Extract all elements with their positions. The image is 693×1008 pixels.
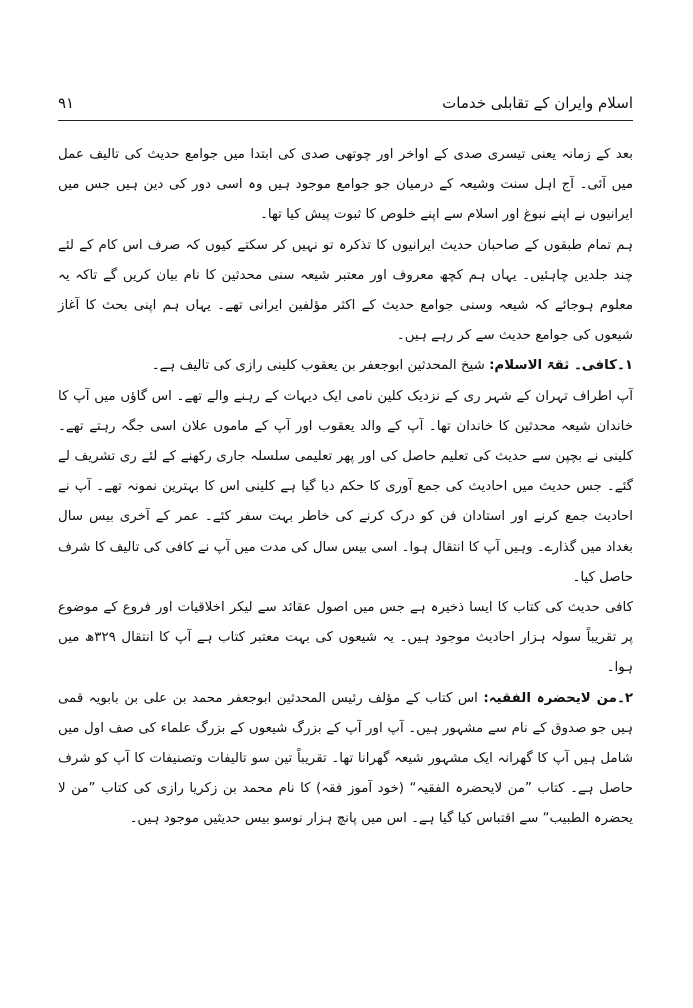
- paragraph-3-text: شیخ المحدثین ابوجعفر بن یعقوب کلینی رازی کی تالیف ہے۔: [151, 358, 490, 374]
- paragraph-6-faqih: [58, 684, 633, 835]
- paragraph-3-kafi-heading: [58, 351, 633, 381]
- paragraph-1: [58, 140, 633, 231]
- paragraph-5-text: کافی حدیث کی کتاب کا ایسا ذخیرہ ہے جس میں اصول عقائد سے لیکر اخلاقیات اور فروع کے موضوع پر تقریباً سولہ ہزار احادیث موجود ہیں۔ یہ شیعوں کی بہت معتبر کتاب ہے آپ کا انتقال ۳۲۹ھ میں ہوا۔: [58, 600, 634, 676]
- paragraph-2-text: ہم تمام طبقوں کے صاحبان حدیث ایرانیوں کا تذکرہ تو نہیں کر سکتے کیوں کہ صرف اس کام کے لئے چند جلدیں چاہئیں۔ یہاں ہم کچھ معروف اور معتبر شیعہ سنی محدثین کا نام بیان کریں گے تاکہ یہ معلوم ہوجائے کہ شیعہ وسنی جوامع حدیث کے اکثر مؤلفین ایرانی تھے۔ یہاں ہم اپنی بحث کا آغاز شیعوں کی جوامع حدیث سے کر رہے ہیں۔: [58, 237, 633, 344]
- paragraph-5: [58, 593, 633, 684]
- body-text: [58, 140, 633, 835]
- paragraph-2: [58, 231, 633, 352]
- section-heading-kafi: ۱۔کافی۔ ثقۃ الاسلام:: [489, 358, 633, 374]
- running-header-title: اسلام وایران کے تقابلی خدمات: [442, 94, 633, 112]
- paragraph-6-text: اس کتاب کے مؤلف رئیس المحدثین ابوجعفر محمد بن علی بن بابویہ قمی ہیں جو صدوق کے نام سے مشہور ہیں۔ آپ اور آپ کے بزرگ شیعوں کے بزرگ علماء کی صف اول میں شامل ہیں آپ کا گھرانہ ایک مشہور شیعہ گھرانا تھا۔ تقریباً تین سو تالیفات وتصنیفات کا آپ کو شرف حاصل ہے۔ کتاب ”من لایحضرہ الفقیہ“ (خود آموز فقہ) کا نام محمد بن زکریا رازی کی کتاب ”من لا یحضرہ الطبیب“ سے اقتباس کیا گیا ہے۔ اس میں پانچ ہزار نوسو بیس حدیثیں موجود ہیں۔: [58, 690, 633, 827]
- paragraph-4-text: آپ اطراف تہران کے شہر ری کے نزدیک کلین نامی ایک دیہات کے رہنے والے تھے۔ اس گاؤں میں آپ کا خاندان شیعہ محدثین کا خاندان تھا۔ آپ کے والد یعقوب اور آپ کے ماموں علان اسی جگہ رہتے تھے۔ کلینی نے بچپن سے حدیث کی تعلیم حاصل کی اور پھر تعلیمی سلسلہ جاری رکھنے کے لئے ری تشریف لے گئے۔ جس حدیث میں احادیث کی جمع آوری کا حکم دیا گیا ہے کلینی اس کا بہترین نمونہ تھے۔ آپ نے احادیث جمع کرنے اور استادان فن کو درک کرنے کی خاطر بہت سفر کئے۔ عمر کے آخری بیس سال بغداد میں گذارے۔ وہیں آپ کا انتقال ہوا۔ اسی بیس سال کی مدت میں آپ نے کافی کی تالیف کا شرف حاصل کیا۔: [58, 388, 633, 585]
- paragraph-1-text: بعد کے زمانہ یعنی تیسری صدی کے اواخر اور چوتھی صدی کی ابتدا میں جوامع حدیث کی تالیف عمل میں آئی۔ آج اہل سنت وشیعہ کے درمیان جو جوامع موجود ہیں وہ اسی دور کی دین ہیں جس میں ایرانیوں نے اپنے نبوغ اور اسلام سے اپنے خلوص کا ثبوت پیش کیا تھا۔: [58, 147, 633, 223]
- section-heading-faqih: ۲۔من لایحضرہ الفقیہ:: [483, 690, 634, 706]
- page-number: ۹۱: [58, 94, 75, 112]
- running-header: [58, 90, 633, 121]
- paragraph-4: [58, 382, 633, 593]
